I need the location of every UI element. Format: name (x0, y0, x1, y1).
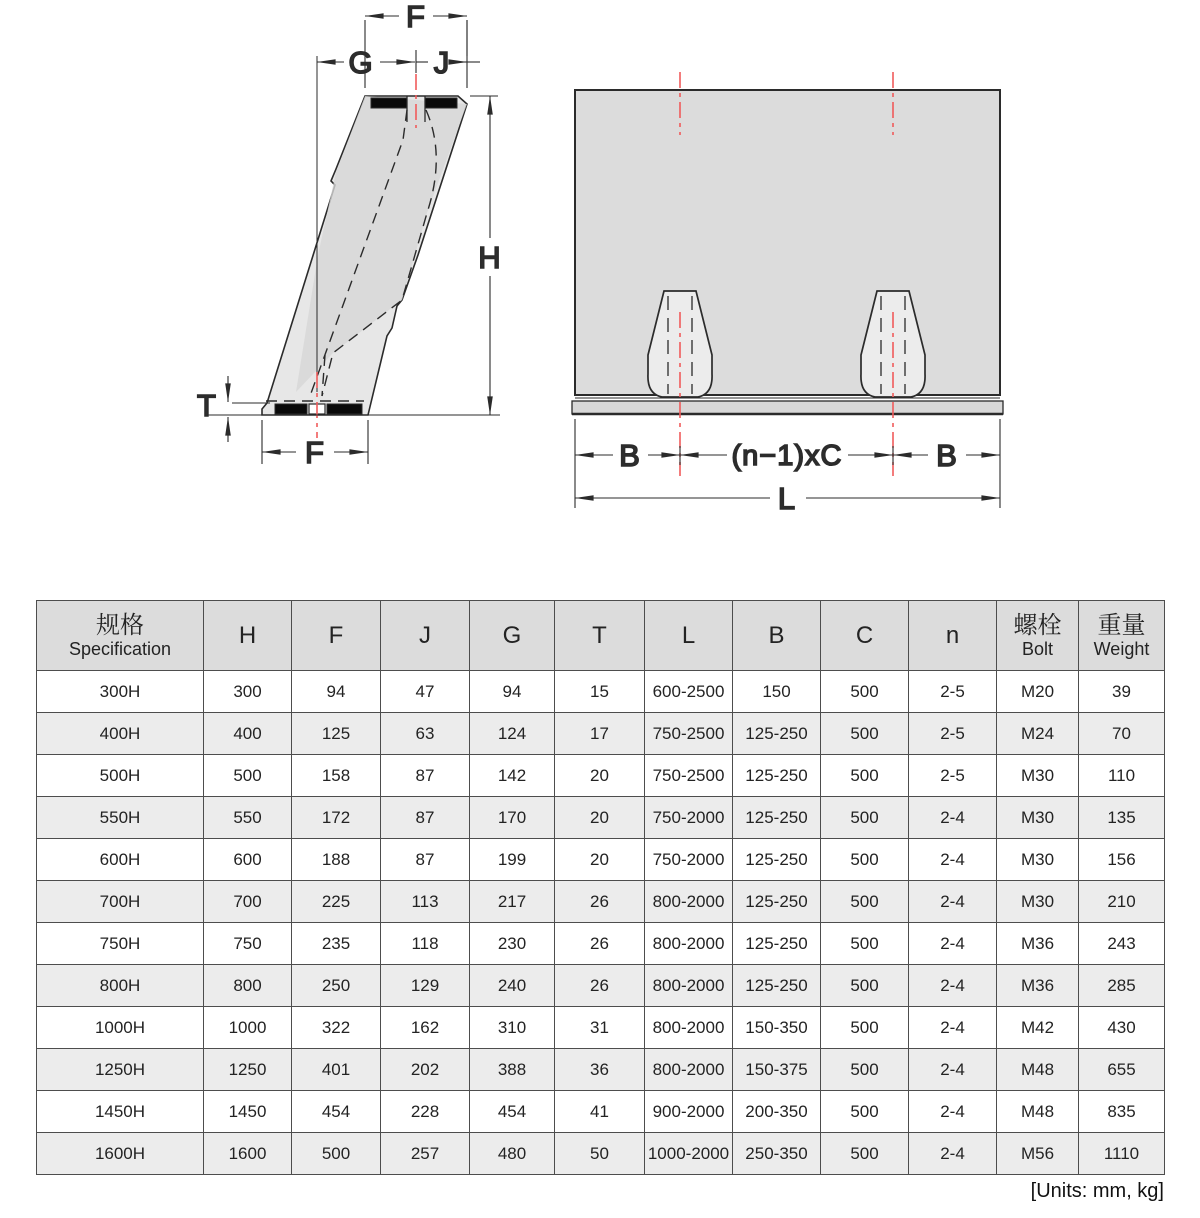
table-cell: 835 (1079, 1091, 1165, 1133)
table-cell: M30 (997, 881, 1079, 923)
table-cell: 2-4 (909, 1091, 997, 1133)
table-row (37, 923, 1165, 965)
table-cell: 2-5 (909, 713, 997, 755)
table-cell: 156 (1079, 839, 1165, 881)
table-cell: 550 (204, 797, 292, 839)
dim-label-b-left: B (619, 438, 641, 473)
table-cell: 172 (292, 797, 381, 839)
table-cell: 150 (733, 671, 821, 713)
table-cell: 500 (821, 755, 909, 797)
units-note: [Units: mm, kg] (1030, 1180, 1164, 1202)
column-header: 重量 Weight (1079, 601, 1165, 671)
column-header: 螺栓 Bolt (997, 601, 1079, 671)
table-cell: 20 (555, 839, 645, 881)
table-cell: 750H (37, 923, 204, 965)
table-cell: 129 (381, 965, 470, 1007)
table-cell: 800H (37, 965, 204, 1007)
table-cell: 1000 (204, 1007, 292, 1049)
table-cell: 900-2000 (645, 1091, 733, 1133)
dim-label-j: J (433, 45, 451, 80)
column-header: 规格 Specification (37, 601, 204, 671)
technical-drawing (0, 0, 1200, 575)
table-row (37, 671, 1165, 713)
table-cell: 600 (204, 839, 292, 881)
column-header: G (470, 601, 555, 671)
table-cell: 135 (1079, 797, 1165, 839)
table-cell: 750-2500 (645, 713, 733, 755)
table-cell: 125-250 (733, 755, 821, 797)
table-cell: M30 (997, 755, 1079, 797)
dim-label-t: T (197, 388, 217, 423)
table-cell: 1000-2000 (645, 1133, 733, 1175)
table-cell: 150-350 (733, 1007, 821, 1049)
table-cell: 36 (555, 1049, 645, 1091)
table-cell: 47 (381, 671, 470, 713)
table-cell: 31 (555, 1007, 645, 1049)
table-cell: 800-2000 (645, 923, 733, 965)
table-cell: 500 (821, 713, 909, 755)
table-cell: 70 (1079, 713, 1165, 755)
table-cell: 500 (821, 839, 909, 881)
table-row (37, 1091, 1165, 1133)
table-cell: 2-4 (909, 839, 997, 881)
table-cell: 480 (470, 1133, 555, 1175)
table-cell: 2-5 (909, 671, 997, 713)
table-cell: 800 (204, 965, 292, 1007)
table-cell: 600H (37, 839, 204, 881)
base-strip (572, 401, 1003, 414)
table-row (37, 755, 1165, 797)
table-cell: 170 (470, 797, 555, 839)
table-cell: M24 (997, 713, 1079, 755)
table-cell: 188 (292, 839, 381, 881)
table-cell: M36 (997, 965, 1079, 1007)
table-cell: 125-250 (733, 839, 821, 881)
table-cell: 2-4 (909, 965, 997, 1007)
table-cell: 2-4 (909, 1007, 997, 1049)
table-cell: 2-4 (909, 1133, 997, 1175)
table-cell: 500 (821, 965, 909, 1007)
column-header: J (381, 601, 470, 671)
table-cell: M20 (997, 671, 1079, 713)
table-cell: 500 (292, 1133, 381, 1175)
table-cell: 94 (470, 671, 555, 713)
table-cell: 500 (821, 671, 909, 713)
table-cell: 454 (292, 1091, 381, 1133)
table-cell: 500 (821, 881, 909, 923)
table-cell: 124 (470, 713, 555, 755)
table-cell: 87 (381, 839, 470, 881)
table-row (37, 1007, 1165, 1049)
table-cell: 240 (470, 965, 555, 1007)
table-cell: 750 (204, 923, 292, 965)
drawing-svg (0, 0, 1200, 575)
table-cell: 235 (292, 923, 381, 965)
table-cell: 500 (821, 923, 909, 965)
dim-label-g: G (348, 45, 374, 80)
table-cell: 94 (292, 671, 381, 713)
front-view (572, 72, 1003, 516)
table-cell: 800-2000 (645, 965, 733, 1007)
table-row (37, 839, 1165, 881)
table-cell: 125-250 (733, 881, 821, 923)
table-cell: M48 (997, 1049, 1079, 1091)
table-cell: 310 (470, 1007, 555, 1049)
column-header: L (645, 601, 733, 671)
table-cell: 15 (555, 671, 645, 713)
dim-label-l: L (777, 481, 797, 516)
table-cell: 700H (37, 881, 204, 923)
table-cell: 250 (292, 965, 381, 1007)
column-header: B (733, 601, 821, 671)
table-cell: 39 (1079, 671, 1165, 713)
table-row (37, 797, 1165, 839)
table-cell: 750-2500 (645, 755, 733, 797)
table-cell: 300H (37, 671, 204, 713)
table-cell: M48 (997, 1091, 1079, 1133)
top-pad-left (371, 98, 407, 108)
table-cell: 210 (1079, 881, 1165, 923)
table-cell: 63 (381, 713, 470, 755)
table-cell: 20 (555, 755, 645, 797)
dim-label-f-top: F (406, 0, 426, 34)
table-cell: 125 (292, 713, 381, 755)
column-header: C (821, 601, 909, 671)
table-cell: 1250H (37, 1049, 204, 1091)
table-cell: 162 (381, 1007, 470, 1049)
table-cell: 125-250 (733, 713, 821, 755)
table-cell: 800-2000 (645, 881, 733, 923)
table-cell: M30 (997, 839, 1079, 881)
table-cell: 200-350 (733, 1091, 821, 1133)
table-cell: 322 (292, 1007, 381, 1049)
table-cell: 50 (555, 1133, 645, 1175)
table-cell: 1600 (204, 1133, 292, 1175)
fender-panel (575, 90, 1000, 395)
table-cell: 199 (470, 839, 555, 881)
table-cell: 750-2000 (645, 839, 733, 881)
table-cell: 300 (204, 671, 292, 713)
spec-table-body (37, 671, 1165, 1175)
table-cell: 2-4 (909, 881, 997, 923)
table-cell: 26 (555, 965, 645, 1007)
table-cell: 87 (381, 797, 470, 839)
table-cell: 228 (381, 1091, 470, 1133)
table-cell: 1250 (204, 1049, 292, 1091)
table-cell: M36 (997, 923, 1079, 965)
column-header: F (292, 601, 381, 671)
column-header: n (909, 601, 997, 671)
table-cell: 230 (470, 923, 555, 965)
table-cell: M42 (997, 1007, 1079, 1049)
dim-label-f-bottom: F (305, 435, 325, 470)
table-cell: 550H (37, 797, 204, 839)
table-row (37, 965, 1165, 1007)
table-cell: 41 (555, 1091, 645, 1133)
table-cell: 1600H (37, 1133, 204, 1175)
table-cell: 800-2000 (645, 1007, 733, 1049)
table-cell: M56 (997, 1133, 1079, 1175)
table-cell: 401 (292, 1049, 381, 1091)
table-cell: 225 (292, 881, 381, 923)
table-cell: 26 (555, 923, 645, 965)
table-cell: 125-250 (733, 923, 821, 965)
table-cell: 500 (821, 1049, 909, 1091)
table-cell: 750-2000 (645, 797, 733, 839)
table-cell: 2-4 (909, 923, 997, 965)
table-cell: 202 (381, 1049, 470, 1091)
table-cell: 243 (1079, 923, 1165, 965)
dim-label-h: H (478, 240, 502, 275)
table-cell: 2-4 (909, 797, 997, 839)
dim-label-spacing: (n−1)xC (731, 440, 843, 472)
table-cell: 500 (821, 1133, 909, 1175)
table-cell: 87 (381, 755, 470, 797)
table-cell: 454 (470, 1091, 555, 1133)
table-cell: 388 (470, 1049, 555, 1091)
table-cell: 125-250 (733, 965, 821, 1007)
table-cell: 400H (37, 713, 204, 755)
table-cell: 500 (204, 755, 292, 797)
spec-table (36, 600, 1165, 1175)
table-cell: 655 (1079, 1049, 1165, 1091)
table-cell: 1450H (37, 1091, 204, 1133)
side-view (197, 0, 502, 470)
table-cell: 158 (292, 755, 381, 797)
table-cell: 250-350 (733, 1133, 821, 1175)
table-cell: 600-2500 (645, 671, 733, 713)
table-row (37, 1133, 1165, 1175)
top-pad-right (425, 98, 457, 108)
table-cell: 125-250 (733, 797, 821, 839)
table-cell: 113 (381, 881, 470, 923)
column-header: H (204, 601, 292, 671)
table-cell: 20 (555, 797, 645, 839)
table-cell: 285 (1079, 965, 1165, 1007)
column-header: T (555, 601, 645, 671)
table-row (37, 881, 1165, 923)
table-cell: 110 (1079, 755, 1165, 797)
table-cell: 800-2000 (645, 1049, 733, 1091)
table-cell: 400 (204, 713, 292, 755)
bottom-pad-right (327, 404, 362, 414)
table-cell: 500H (37, 755, 204, 797)
table-cell: 118 (381, 923, 470, 965)
table-cell: 700 (204, 881, 292, 923)
table-cell: 2-5 (909, 755, 997, 797)
spec-table-head-row (37, 601, 1165, 671)
table-cell: 142 (470, 755, 555, 797)
table-cell: 26 (555, 881, 645, 923)
table-cell: 257 (381, 1133, 470, 1175)
dim-label-b-right: B (936, 438, 958, 473)
table-row (37, 713, 1165, 755)
table-cell: 500 (821, 797, 909, 839)
table-cell: 2-4 (909, 1049, 997, 1091)
table-cell: 150-375 (733, 1049, 821, 1091)
table-cell: 430 (1079, 1007, 1165, 1049)
table-cell: 217 (470, 881, 555, 923)
table-cell: 500 (821, 1007, 909, 1049)
bottom-pad-left (275, 404, 307, 414)
table-cell: M30 (997, 797, 1079, 839)
table-cell: 500 (821, 1091, 909, 1133)
table-cell: 1000H (37, 1007, 204, 1049)
table-cell: 17 (555, 713, 645, 755)
table-row (37, 1049, 1165, 1091)
table-cell: 1450 (204, 1091, 292, 1133)
spec-table-container (36, 600, 1164, 1175)
table-cell: 1110 (1079, 1133, 1165, 1175)
